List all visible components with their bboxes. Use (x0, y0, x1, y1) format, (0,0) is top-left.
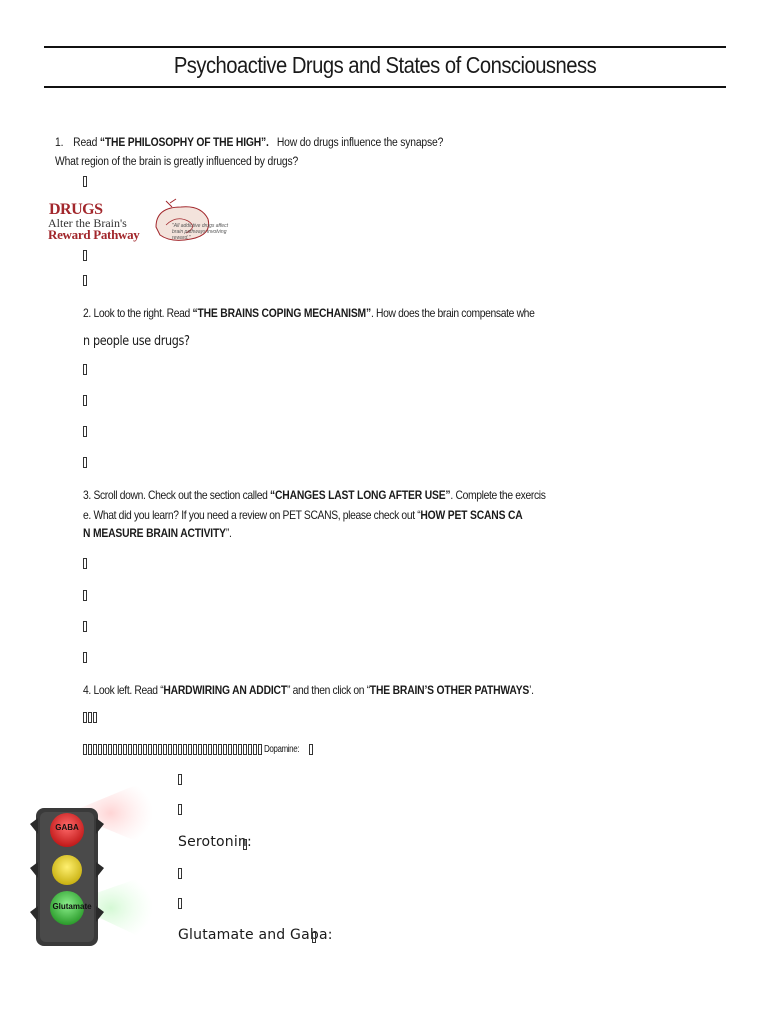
placeholder-glyph-group (83, 712, 97, 723)
placeholder-glyph (83, 426, 87, 437)
placeholder-glyph (163, 744, 167, 755)
question-2-text: 2. Look to the right. Read (83, 306, 193, 320)
placeholder-glyph (188, 744, 192, 755)
logo-caption: "All addictive drugs affect brain pathways involving reward." (172, 223, 228, 241)
placeholder-glyph (233, 744, 237, 755)
question-1-prompt: How do drugs influence the synapse? What region of the brain is greatly influenced by drugs? (55, 137, 444, 168)
placeholder-glyph (178, 804, 182, 815)
placeholder-glyph (83, 176, 87, 187)
placeholder-glyph (312, 932, 316, 943)
page-title: Psychoactive Drugs and States of Consciousness (173, 52, 597, 78)
header-top-rule (44, 46, 726, 48)
placeholder-glyph (133, 744, 137, 755)
placeholder-glyph (83, 395, 87, 406)
placeholder-glyph (178, 744, 182, 755)
placeholder-glyph (158, 744, 162, 755)
question-3-line-3 (83, 526, 231, 540)
glutamate-gaba-row (178, 927, 333, 943)
placeholder-glyph (148, 744, 152, 755)
question-3-text-3: ”. (225, 526, 232, 540)
question-1-number: 1. (55, 137, 64, 149)
question-2-line-2: n people use drugs? (83, 334, 190, 349)
question-3-link-title-end: N MEASURE BRAIN ACTIVITY (83, 526, 226, 540)
placeholder-glyph (178, 868, 182, 879)
placeholder-glyph (138, 744, 142, 755)
question-3-line-2 (83, 508, 523, 522)
placeholder-glyph (83, 652, 87, 663)
dopamine-row (83, 744, 313, 755)
traffic-light-illustration (28, 778, 158, 948)
placeholder-glyph (183, 744, 187, 755)
question-2-reading-title: “THE BRAINS COPING MECHANISM” (192, 306, 371, 320)
placeholder-glyph (103, 744, 107, 755)
placeholder-glyph (248, 744, 252, 755)
placeholder-glyph (118, 744, 122, 755)
placeholder-glyph (83, 712, 87, 723)
placeholder-glyph (203, 744, 207, 755)
question-1 (55, 134, 451, 172)
placeholder-glyph (153, 744, 157, 755)
question-3-text-end: . Complete the exercis (450, 488, 546, 502)
placeholder-glyph (309, 744, 313, 755)
question-3-text: 3. Scroll down. Check out the section called (83, 488, 271, 502)
traffic-light-top-label: GABA (55, 823, 79, 832)
question-4-reading-title: HARDWIRING AN ADDICT (163, 683, 287, 697)
placeholder-glyph (243, 839, 247, 850)
question-4-text: 4. Look left. Read “ (83, 683, 164, 697)
dopamine-label: Dopamine: (264, 744, 300, 755)
glutamate-gaba-label: Glutamate and Gaba: (178, 927, 333, 943)
placeholder-glyph (83, 590, 87, 601)
placeholder-glyph (83, 364, 87, 375)
serotonin-label: Serotonin: (178, 834, 252, 850)
placeholder-glyph (83, 744, 87, 755)
placeholder-glyph (178, 898, 182, 909)
yellow-light (52, 855, 82, 885)
question-3-text-2: e. What did you learn? If you need a review on PET SCANS, please check out “ (83, 508, 421, 522)
placeholder-glyph (223, 744, 227, 755)
question-2-line-1 (83, 306, 534, 320)
placeholder-glyph (198, 744, 202, 755)
placeholder-glyph (238, 744, 242, 755)
logo-line-1: DRUGS (49, 201, 103, 218)
traffic-light-bottom-label: Glutamate (52, 902, 92, 911)
question-4-text-end: ’. (529, 683, 534, 697)
placeholder-glyph (123, 744, 127, 755)
placeholder-glyph (93, 744, 97, 755)
logo-line-3: Reward Pathway (48, 227, 140, 242)
placeholder-glyph (113, 744, 117, 755)
placeholder-glyph (213, 744, 217, 755)
placeholder-glyph (168, 744, 172, 755)
placeholder-glyph (258, 744, 262, 755)
placeholder-glyph (83, 250, 87, 261)
placeholder-glyph (93, 712, 97, 723)
placeholder-glyph (143, 744, 147, 755)
placeholder-glyph (193, 744, 197, 755)
question-3-reading-title: “CHANGES LAST LONG AFTER USE” (270, 488, 451, 502)
placeholder-glyph (173, 744, 177, 755)
question-1-reading-title: “THE PHILOSOPHY OF THE HIGH”. (99, 137, 269, 149)
placeholder-glyph (83, 457, 87, 468)
placeholder-glyph (88, 744, 92, 755)
placeholder-glyph (243, 744, 247, 755)
placeholder-glyph (253, 744, 257, 755)
question-3-line-1 (83, 488, 546, 502)
placeholder-glyph (228, 744, 232, 755)
question-4-text-mid: ” and then click on “ (286, 683, 370, 697)
placeholder-glyph (218, 744, 222, 755)
question-1-read: Read (73, 137, 98, 149)
question-3-link-title: HOW PET SCANS CA (420, 508, 523, 522)
placeholder-glyph (128, 744, 132, 755)
serotonin-row (178, 834, 252, 850)
drugs-reward-pathway-logo (46, 197, 226, 249)
placeholder-glyph (83, 275, 87, 286)
placeholder-glyph (83, 621, 87, 632)
placeholder-glyph (98, 744, 102, 755)
question-2-text-end: . How does the brain compensate whe (370, 306, 535, 320)
placeholder-glyph (208, 744, 212, 755)
placeholder-glyph (178, 774, 182, 785)
question-4-link-title: THE BRAIN’S OTHER PATHWAYS (369, 683, 530, 697)
placeholder-glyph-run (83, 744, 262, 755)
placeholder-glyph (108, 744, 112, 755)
placeholder-glyph (88, 712, 92, 723)
header-bottom-rule (44, 86, 726, 88)
placeholder-glyph (83, 558, 87, 569)
question-4-line-1 (83, 683, 534, 697)
logo-line-2: Alter the Brain's (48, 216, 127, 230)
